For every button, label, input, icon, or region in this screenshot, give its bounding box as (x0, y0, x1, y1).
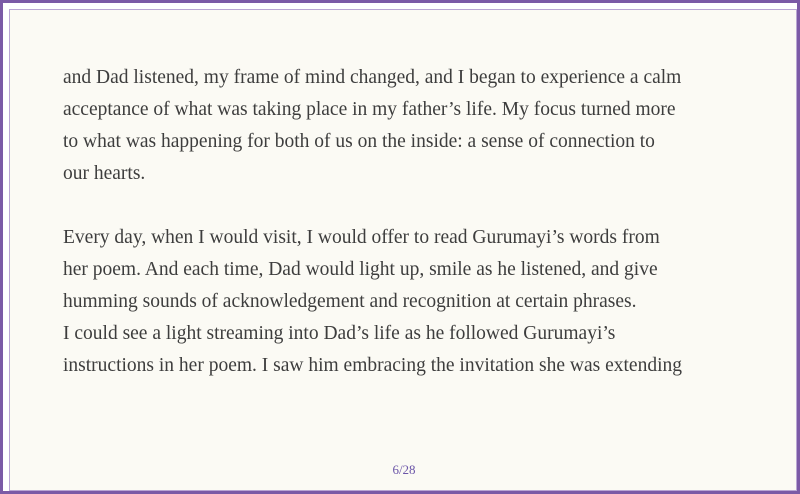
text-line: I could see a light streaming into Dad’s life as he followed Gurumayi’s (63, 323, 616, 344)
paragraph-spacer (63, 190, 763, 222)
text-line: our hearts. (63, 163, 146, 184)
text-line: instructions in her poem. I saw him embracing the invitation she was extending (63, 355, 682, 376)
page-number: 6/28 (392, 462, 416, 477)
text-line: humming sounds of acknowledgement and recognition at certain phrases. (63, 291, 637, 312)
text-line: her poem. And each time, Dad would light up, smile as he listened, and give (63, 259, 658, 280)
page-text (63, 62, 763, 382)
text-line: to what was happening for both of us on the inside: a sense of connection to (63, 131, 655, 152)
paragraph-2 (63, 222, 763, 382)
text-line: and Dad listened, my frame of mind changed, and I began to experience a calm (63, 67, 682, 88)
text-line: acceptance of what was taking place in my father’s life. My focus turned more (63, 99, 676, 120)
text-line: Every day, when I would visit, I would offer to read Gurumayi’s words from (63, 227, 660, 248)
book-page[interactable] (9, 9, 797, 491)
paragraph-1 (63, 62, 763, 190)
